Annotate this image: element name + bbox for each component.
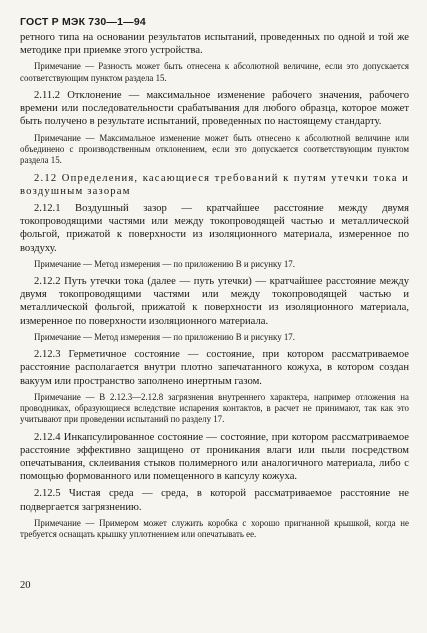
note-paragraph: Примечание — В 2.12.3—2.12.8 загрязнения внутреннего характера, например отложения на проводниках, образующиеся вследствие испарения контактов, в расчет не принимают, так как это учитывают при проведении испытаний по разделу 17. [20, 391, 409, 425]
body-paragraph: 2.12.2 Путь утечки тока (далее — путь утечки) — кратчайшее расстояние между двумя токопроводящими частями или между токопроводящей частью и металлической фольгой, прижатой к поверхности из изоляционного материала, измеренное по поверхности изоляционного материала. [20, 276, 409, 327]
section-heading: 2.12 Определения, касающиеся требований к путям утечки тока и воздушным зазорам [20, 172, 409, 197]
body-paragraph: 2.12.4 Инкапсулированное состояние — состояние, при котором рассматриваемое расстояние эффективно защищено от проникания влаги или пыли посредством опечатывания, склеивания стыков полимерного или аналогичного материала, либо с помощью формованного или помещенного в капсулу кожуха. [20, 431, 409, 483]
document-body [20, 31, 409, 540]
body-paragraph: 2.12.3 Герметичное состояние — состояние, при котором рассматриваемое расстояние располагается внутри плотно запечатанного кожуха, в котором создан вакуум или пространство заполнено инертным газом. [20, 349, 409, 387]
note-paragraph: Примечание — Максимальное изменение может быть отнесено к абсолютной величине или объединено с производственным отклонением, если это допускается соответствующим пунктом раздела 15. [20, 132, 409, 166]
body-paragraph: 2.12.1 Воздушный зазор — кратчайшее расстояние между двумя токопроводящими частями или между токопроводящей частью и металлической фольгой, прижатой к поверхности из изоляционного материала, измеренное по воздуху. [20, 202, 409, 254]
note-paragraph: Примечание — Метод измерения — по приложению В и рисунку 17. [34, 258, 295, 269]
document-header: ГОСТ Р МЭК 730—1—94 [20, 16, 146, 28]
note-paragraph: Примечание — Разность может быть отнесена к абсолютной величине, если это допускается соответствующим пунктом раздела 15. [20, 61, 409, 83]
body-paragraph: 2.11.2 Отклонение — максимальное изменение рабочего значения, рабочего времени или последовательности срабатывания для любого образца, которое может быть получено в результате испытаний, проведенных по настоящему стандарту. [20, 90, 409, 128]
body-paragraph: 2.12.5 Чистая среда — среда, в которой рассматриваемое расстояние не подвергается загрязнению. [20, 488, 409, 513]
note-paragraph: Примечание — Примером может служить коробка с хорошо пригнанной крышкой, когда не требуется оснащать крышку уплотнением или опечатывать ее. [20, 517, 409, 540]
body-paragraph: ретного типа на основании результатов испытаний, проведенных по одной и той же методике при приемке этого устройства. [20, 32, 409, 57]
note-paragraph: Примечание — Метод измерения — по приложению В и рисунку 17. [34, 331, 295, 342]
page-number: 20 [20, 580, 31, 591]
